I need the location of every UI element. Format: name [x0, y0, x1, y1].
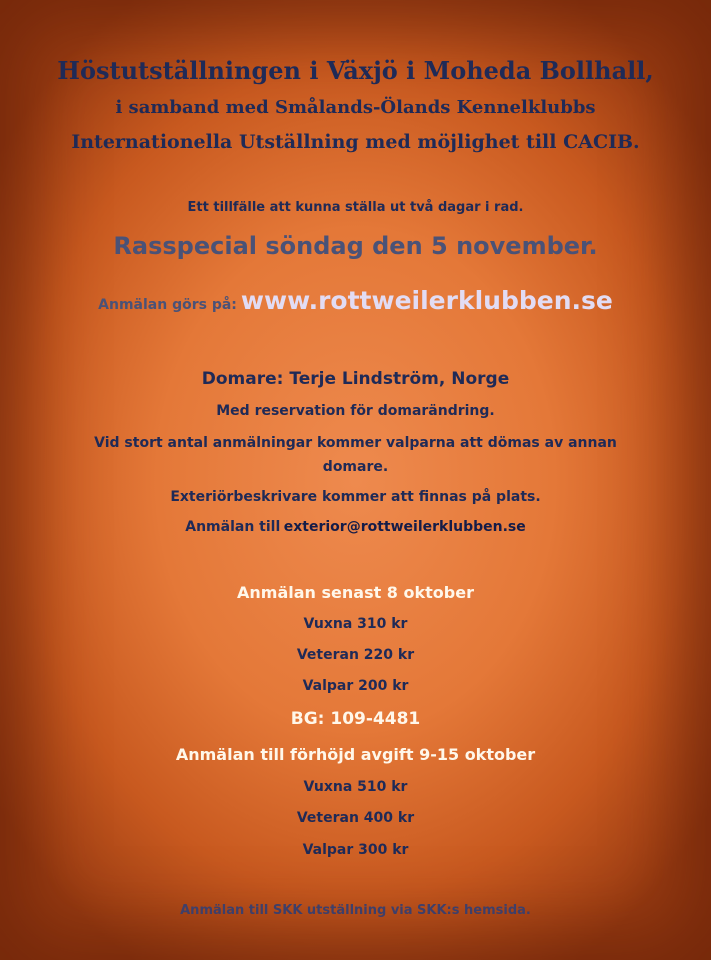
rasspecial-heading: Rasspecial söndag den 5 november.	[113, 232, 598, 260]
fee-puppy: Valpar 200 kr	[302, 678, 409, 694]
late-fee-puppy: Valpar 300 kr	[302, 842, 409, 858]
fee-veteran: Veteran 220 kr	[296, 647, 415, 663]
intro-text: Ett tillfälle att kunna ställa ut två dagar i rad.	[187, 200, 524, 215]
fee-deadline: Anmälan senast 8 oktober	[237, 583, 474, 602]
bankgiro-number: BG: 109-4481	[290, 709, 421, 729]
poster-title: Höstutställningen i Växjö i Moheda Bollhall,	[57, 56, 654, 85]
registration-line	[0, 286, 711, 315]
late-fee-veteran: Veteran 400 kr	[296, 810, 415, 826]
exterior-label: Anmälan till	[185, 519, 281, 535]
judge-note-line-2: domare.	[322, 459, 389, 475]
judge-name: Domare: Terje Lindström, Norge	[201, 369, 510, 389]
judge-reservation: Med reservation för domarändring.	[216, 403, 495, 419]
late-fee-adult: Vuxna 510 kr	[303, 779, 408, 795]
late-fee-deadline: Anmälan till förhöjd avgift 9-15 oktober	[175, 745, 536, 764]
judge-note-line-1: Vid stort antal anmälningar kommer valparna att dömas av annan	[94, 435, 617, 451]
fee-adult: Vuxna 310 kr	[303, 616, 408, 632]
exterior-registration	[0, 519, 711, 536]
exterior-info: Exteriörbeskrivare kommer att finnas på plats.	[170, 489, 541, 505]
registration-label: Anmälan görs på:	[98, 297, 237, 313]
poster-subtitle-2: Internationella Utställning med möjlighet till CACIB.	[71, 131, 640, 153]
footer-skk-note: Anmälan till SKK utställning via SKK:s hemsida.	[180, 903, 531, 918]
exterior-email-link[interactable]: exterior@rottweilerklubben.se	[283, 519, 526, 535]
registration-url-link[interactable]: www.rottweilerklubben.se	[240, 286, 613, 315]
poster-subtitle-1: i samband med Smålands-Ölands Kennelklubbs	[115, 97, 596, 118]
